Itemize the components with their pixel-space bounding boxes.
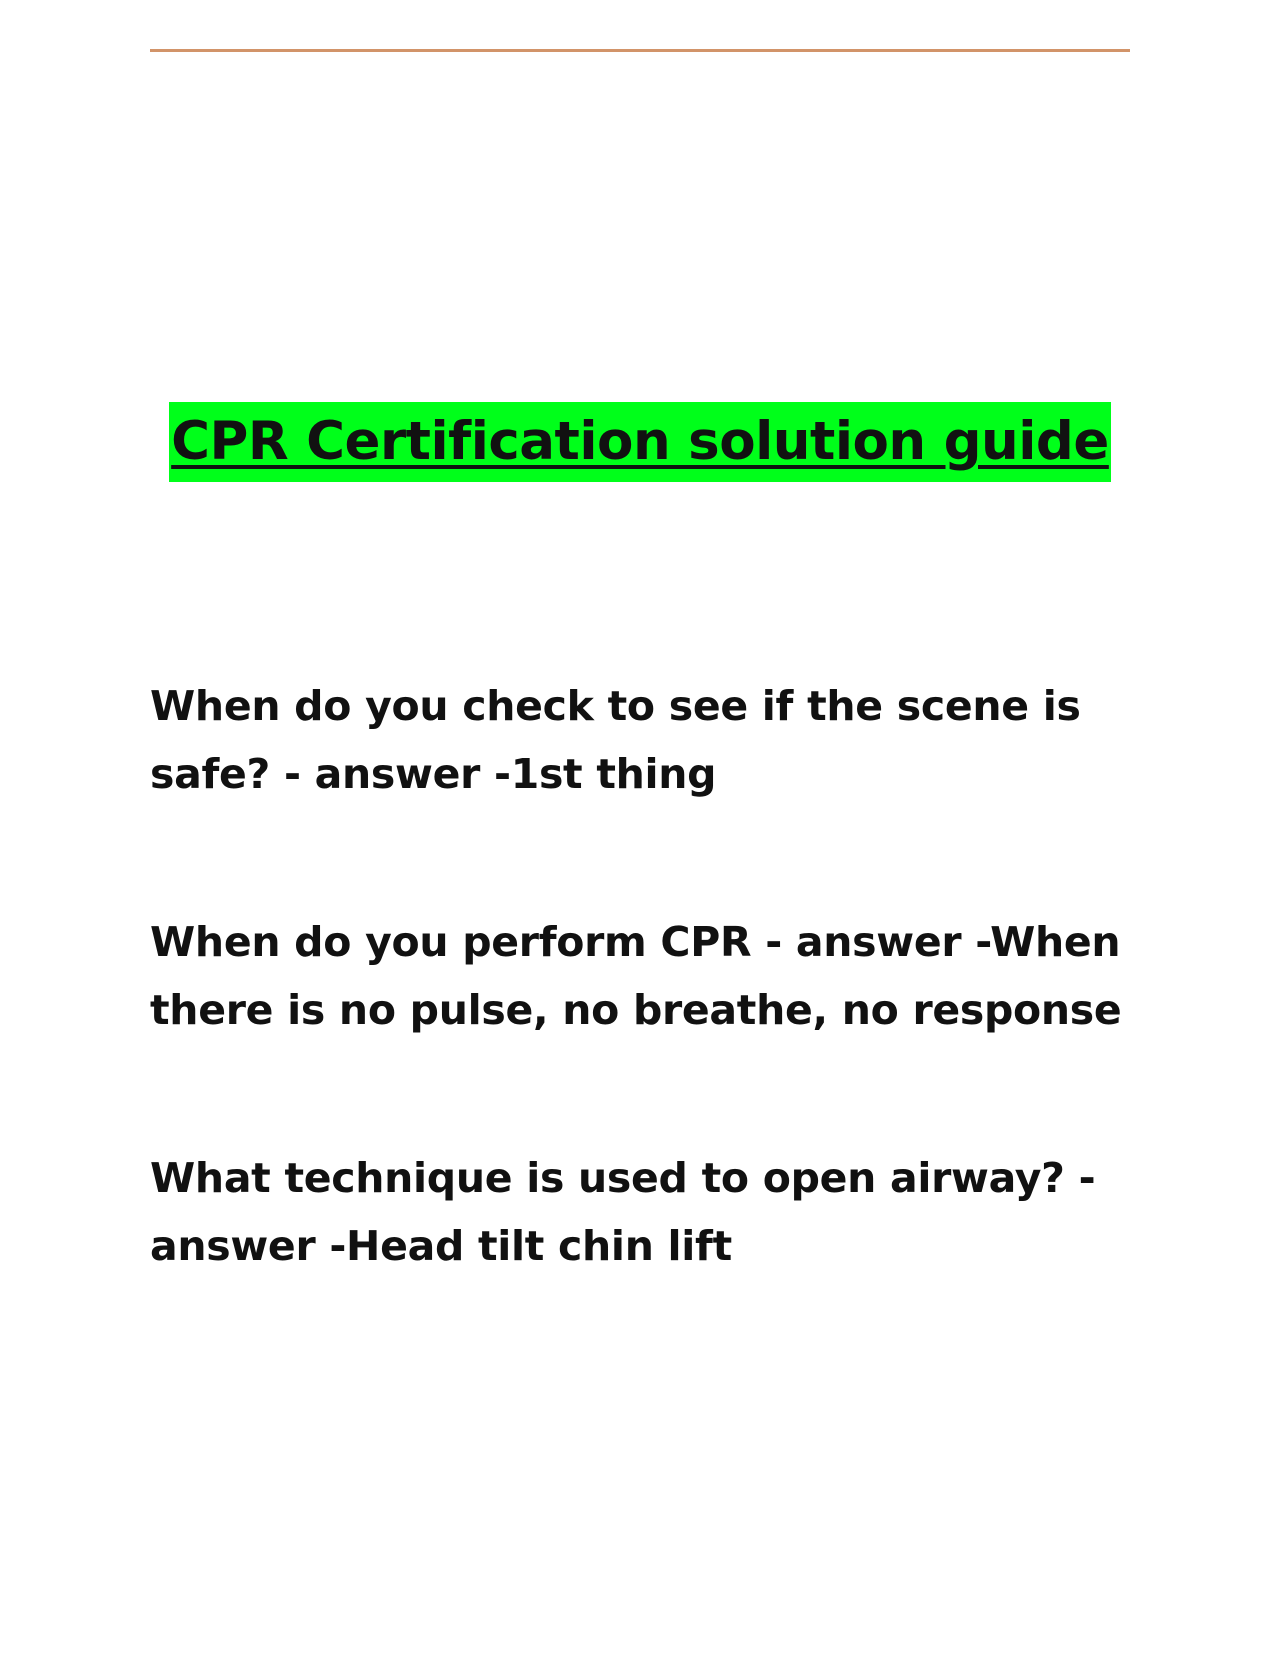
header-divider [150, 49, 1130, 52]
qa-item-open-airway: What technique is used to open airway? - answer -Head tilt chin lift [150, 1154, 1096, 1270]
qa-item-perform-cpr: When do you perform CPR - answer -When there is no pulse, no breathe, no response [150, 918, 1122, 1034]
title-container [0, 402, 1280, 482]
qa-item-scene-safety: When do you check to see if the scene is safe? - answer -1st thing [150, 682, 1081, 798]
document-title: CPR Certification solution guide [169, 402, 1111, 482]
